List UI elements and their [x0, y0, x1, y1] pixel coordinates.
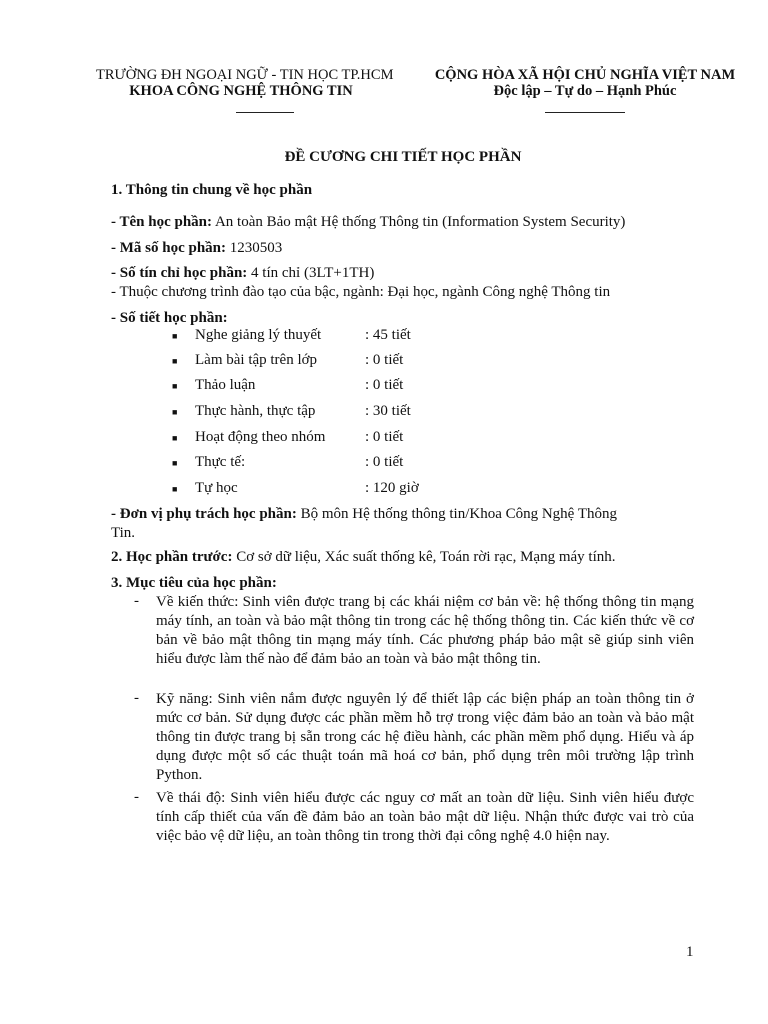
header-right-rule	[545, 112, 625, 113]
prerequisite-value: Cơ sở dữ liệu, Xác suất thống kê, Toán rời rạc, Mạng máy tính.	[232, 549, 616, 565]
hours-item-label: Thực tế:	[195, 454, 246, 470]
header-left-rule	[236, 112, 294, 113]
national-motto: Độc lập – Tự do – Hạnh Phúc	[493, 83, 677, 99]
hours-item-value: : 0 tiết	[365, 377, 404, 393]
section1-heading: 1. Thông tin chung về học phần	[111, 182, 313, 198]
course-code-label: - Mã số học phần:	[111, 240, 227, 256]
program-line: - Thuộc chương trình đào tạo của bậc, ngành: Đại học, ngành Công nghệ Thông tin	[111, 284, 611, 300]
course-name-line	[111, 214, 625, 231]
hours-item-label: Làm bài tập trên lớp	[195, 352, 318, 368]
bullet-icon: ■	[172, 407, 178, 417]
page-number: 1	[686, 944, 694, 960]
section3-heading: 3. Mục tiêu của học phần:	[111, 575, 277, 591]
hours-item-label: Tự học	[195, 480, 238, 496]
hours-item-value: : 45 tiết	[365, 327, 411, 343]
course-code-line	[111, 240, 282, 257]
bullet-icon: ■	[172, 433, 178, 443]
dash-bullet: -	[134, 593, 139, 609]
bullet-icon: ■	[172, 331, 178, 341]
hours-item-value: : 0 tiết	[365, 454, 404, 470]
unit-value-continued: Tin.	[111, 525, 136, 541]
course-name-label: - Tên học phần:	[111, 214, 213, 230]
dash-bullet: -	[134, 789, 139, 805]
faculty-name: KHOA CÔNG NGHỆ THÔNG TIN	[129, 83, 353, 99]
hours-item-value: : 120 giờ	[365, 480, 419, 496]
course-code-value: 1230503	[226, 240, 283, 256]
credits-value: 4 tín chỉ (3LT+1TH)	[247, 265, 375, 281]
bullet-icon: ■	[172, 484, 178, 494]
hours-item-value: : 30 tiết	[365, 403, 411, 419]
credits-label: - Số tín chỉ học phần:	[111, 265, 248, 281]
hours-label: - Số tiết học phần:	[111, 310, 228, 326]
hours-item-label: Nghe giảng lý thuyết	[195, 327, 322, 343]
unit-line	[111, 506, 617, 523]
bullet-icon: ■	[172, 356, 178, 366]
hours-item-value: : 0 tiết	[365, 352, 404, 368]
objective-skills: Kỹ năng: Sinh viên nắm được nguyên lý để thiết lập các biện pháp an toàn thông tin ở mức cơ bản. Sử dụng được các phần mềm hỗ trợ trong việc đảm bảo an toàn và bảo mật thông tin được trang bị sẵn trong các hệ điều hành, các phần mềm phổ dụng. Hiểu và áp dụng được một số các thuật toán mã hoá cơ bản, phổ dụng trên môi trường lập trình Python.	[156, 691, 694, 783]
prerequisite-label: 2. Học phần trước:	[111, 549, 233, 565]
bullet-icon: ■	[172, 458, 178, 468]
prerequisite-line	[111, 549, 616, 566]
course-name-value: An toàn Bảo mật Hệ thống Thông tin (Information System Security)	[212, 214, 626, 230]
unit-label: - Đơn vị phụ trách học phần:	[111, 506, 297, 522]
hours-item-label: Thực hành, thực tập	[195, 403, 316, 419]
objective-attitude: Về thái độ: Sinh viên hiểu được các nguy cơ mất an toàn dữ liệu. Sinh viên hiểu được tính cấp thiết của vấn đề đảm bảo an toàn bảo mật dữ liệu. Nhận thức được vai trò của việc bảo vệ dữ liệu, an toàn thông tin trong thời đại công nghệ 4.0 hiện nay.	[156, 790, 694, 844]
university-name: TRƯỜNG ĐH NGOẠI NGỮ - TIN HỌC TP.HCM	[96, 67, 394, 83]
hours-item-label: Hoạt động theo nhóm	[195, 429, 326, 445]
unit-value: Bộ môn Hệ thống thông tin/Khoa Công Nghệ Thông	[296, 506, 617, 522]
hours-item-label: Thảo luận	[195, 377, 256, 393]
bullet-icon: ■	[172, 381, 178, 391]
credits-line	[111, 265, 374, 282]
hours-item-value: : 0 tiết	[365, 429, 404, 445]
objective-knowledge: Về kiến thức: Sinh viên được trang bị các khái niệm cơ bản về: hệ thống thông tin mạng máy tính, an toàn và bảo mật thông tin trong các hệ thống thông tin. Các kiến thức về cơ bản về bảo mật thông tin mạng máy tính. Các phương pháp bảo mật sẽ giúp sinh viên hiểu được làm thế nào để đảm bảo an toàn và bảo mật thông tin.	[156, 594, 694, 667]
dash-bullet: -	[134, 690, 139, 706]
document-title: ĐỀ CƯƠNG CHI TIẾT HỌC PHẦN	[284, 149, 522, 165]
national-title: CỘNG HÒA XÃ HỘI CHỦ NGHĨA VIỆT NAM	[434, 67, 736, 83]
